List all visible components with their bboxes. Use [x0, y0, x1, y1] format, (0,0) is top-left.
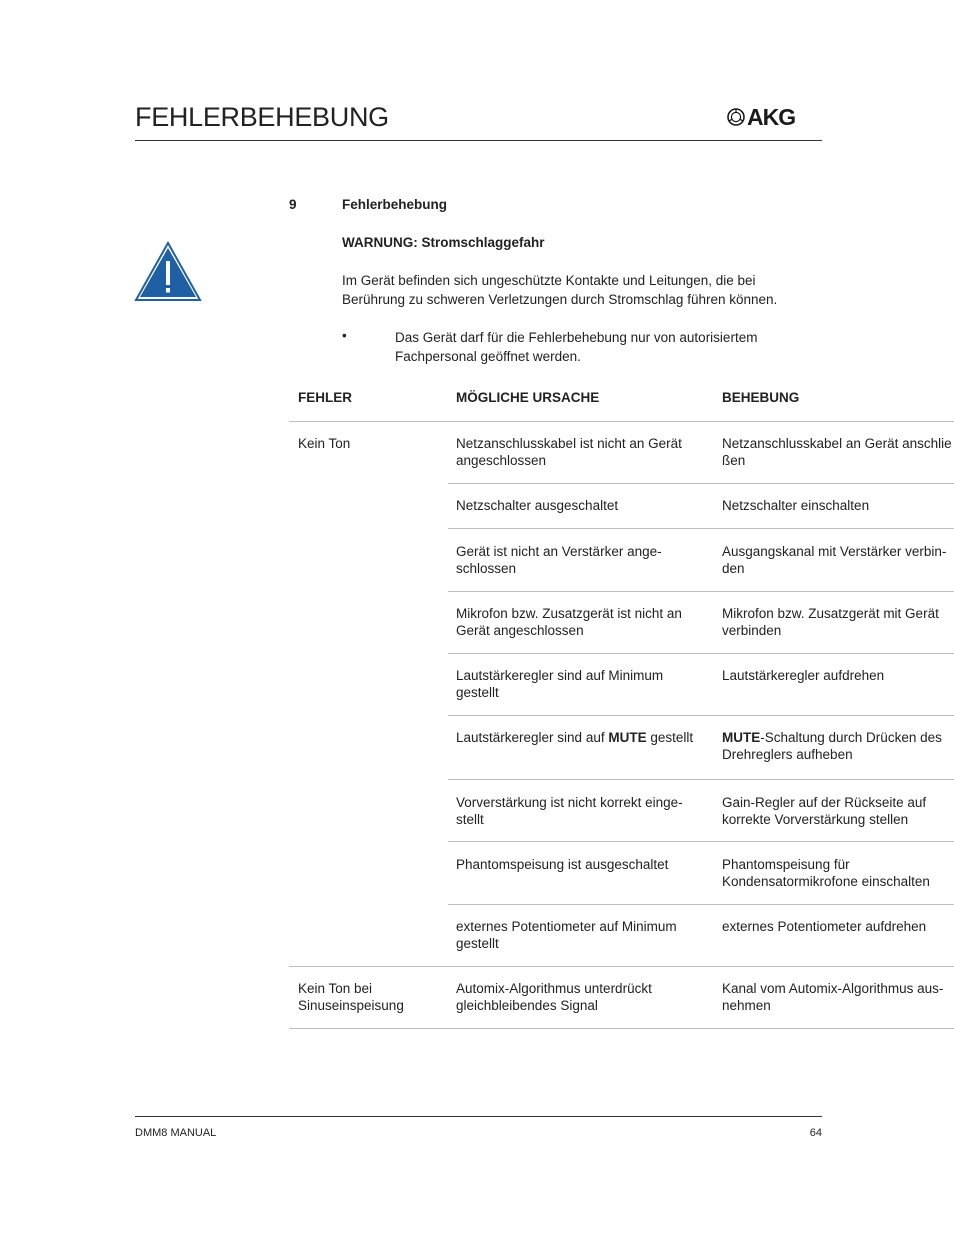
bullet-marker: • [342, 328, 347, 343]
cell-behebung: Netzschalter einschalten [722, 498, 870, 513]
akg-logo-ring-icon [727, 108, 745, 126]
ursache-text-end: gestellt [646, 730, 694, 745]
row-divider [448, 483, 954, 484]
cell-behebung: externes Potentiometer aufdrehen [722, 919, 927, 934]
cell-ursache: Mikrofon bzw. Zusatzgerät ist nicht an Gerät angeschlossen [456, 606, 682, 638]
akg-logo [727, 106, 823, 130]
cell-behebung: Mikrofon bzw. Zusatzgerät mit Gerät verbinden [722, 606, 939, 638]
cell-ursache: Gerät ist nicht an Verstärker ange- schlossen [456, 544, 662, 576]
row-divider [448, 528, 954, 529]
mute-label: MUTE [722, 730, 761, 745]
column-header-fehler: FEHLER [298, 390, 352, 405]
cell-ursache: Phantomspeisung ist ausgeschaltet [456, 857, 669, 872]
akg-logo-text: AKG [747, 104, 796, 130]
row-divider [448, 591, 954, 592]
section-title: Fehlerbehebung [342, 197, 448, 212]
cell-behebung: Netzanschlusskabel an Gerät anschlie ßen [722, 436, 952, 468]
page-number: 64 [809, 1127, 822, 1139]
cell-behebung: Lautstärkeregler aufdrehen [722, 668, 885, 683]
warning-triangle-icon [134, 241, 202, 302]
cell-ursache: externes Potentiometer auf Minimum gestellt [456, 919, 677, 951]
cell-behebung: Phantomspeisung für Kondensatormikrofone einschalten [722, 857, 930, 889]
header-divider-line [289, 421, 954, 422]
cell-ursache: Netzschalter ausgeschaltet [456, 498, 619, 513]
cell-ursache: Netzanschlusskabel ist nicht an Gerät angeschlossen [456, 436, 682, 468]
footer-divider [135, 1116, 822, 1117]
cell-ursache: Automix-Algorithmus unterdrückt gleichbleibendes Signal [456, 981, 652, 1013]
cell-ursache: Vorverstärkung ist nicht korrekt einge- stellt [456, 795, 683, 827]
row-divider [448, 841, 954, 842]
row-divider [448, 715, 954, 716]
footer-manual-title: DMM8 MANUAL [135, 1127, 217, 1139]
cell-fehler: Kein Ton [298, 436, 351, 451]
row-divider [448, 779, 954, 780]
table-bottom-line [289, 1028, 954, 1029]
warning-title: WARNUNG: Stromschlaggefahr [342, 235, 545, 250]
cell-behebung: Gain-Regler auf der Rückseite auf korrekte Vorverstärkung stellen [722, 795, 927, 827]
cell-ursache: Lautstärkeregler sind auf Minimum gestellt [456, 668, 664, 700]
bullet-text: Das Gerät darf für die Fehlerbehebung nur von autorisiertem Fachpersonal geöffnet werden. [395, 330, 758, 364]
section-number: 9 [289, 197, 297, 212]
behebung-text: -Schaltung durch Drücken des Drehreglers aufheben [722, 730, 942, 762]
cell-behebung: Kanal vom Automix-Algorithmus aus- nehmen [722, 981, 944, 1013]
column-header-ursache: MÖGLICHE URSACHE [456, 390, 600, 405]
page-title: FEHLERBEHEBUNG [135, 102, 389, 132]
header-divider [135, 140, 822, 141]
row-divider [448, 653, 954, 654]
row-divider [289, 966, 954, 967]
column-header-behebung: BEHEBUNG [722, 390, 800, 405]
ursache-text: Lautstärkeregler sind auf [456, 730, 609, 745]
cell-fehler: Kein Ton bei Sinuseinspeisung [298, 981, 404, 1013]
cell-ursache [456, 729, 714, 746]
mute-label: MUTE [608, 730, 647, 745]
warning-text-body: Im Gerät befinden sich ungeschützte Kontakte und Leitungen, die bei Berührung zu schweren Verletzungen durch Stromschlag führen können. [342, 273, 778, 307]
cell-behebung: Ausgangskanal mit Verstärker verbin- den [722, 544, 947, 576]
warning-text [342, 271, 812, 309]
row-divider [448, 904, 954, 905]
cell-behebung [722, 729, 954, 763]
